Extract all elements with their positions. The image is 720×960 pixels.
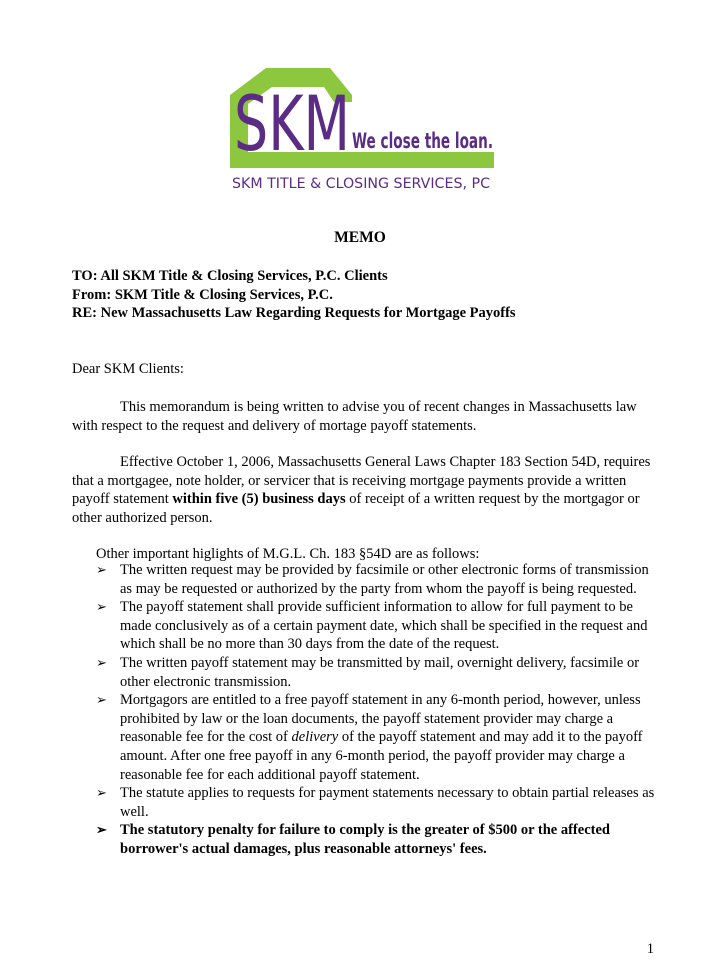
memo-title: MEMO	[334, 229, 386, 246]
arrow-bullet-icon: ➢	[96, 599, 107, 615]
list-item	[96, 691, 656, 784]
bullet-text-before: Mortgagors are entitled to a free payoff statement in any 6-month period, however, unless prohibited by law or the loan documents, the payoff statement provider may charge a reasonable fee for the cost of	[120, 692, 641, 746]
bullet-text: The statutory penalty for failure to comply is the greater of $500 or the affected borrower's actual damages, plus reasonable attorneys' fees.	[120, 822, 610, 857]
memo-re-line: RE: New Massachusetts Law Regarding Requests for Mortgage Payoffs	[72, 305, 516, 321]
list-item	[96, 598, 656, 654]
arrow-bullet-icon: ➢	[96, 785, 107, 801]
skm-logo	[226, 66, 498, 194]
para2-text-after: of receipt of a written request by the mortgagor or other authorized person.	[72, 491, 640, 526]
list-item-penalty	[96, 821, 656, 858]
arrow-bullet-icon: ➢	[96, 654, 107, 670]
logo-tagline: We close the loan.	[352, 129, 493, 153]
bullet-text-after: of the payoff statement and may add it to the payoff amount. After one free payoff in any 6-month period, the payoff provider may charge a reasonable fee for each additional payoff statement.	[120, 729, 643, 783]
bullet-text: The written payoff statement may be transmitted by mail, overnight delivery, facsimile or other electronic transmission.	[120, 654, 640, 690]
list-item	[96, 784, 656, 821]
logo-letters: SKM	[234, 79, 350, 168]
memo-from-line: From: SKM Title & Closing Services, P.C.	[72, 287, 333, 303]
arrow-bullet-icon: ➢	[96, 562, 107, 577]
highlights-list	[96, 561, 656, 859]
highlights-intro: Other important higlights of M.G.L. Ch. 183 §54D are as follows:	[96, 546, 480, 562]
para2-text-before: Effective October 1, 2006, Massachusetts General Laws Chapter 183 Section 54D, requires that a mortgagee, note holder, or servicer that is receiving mortgage payments provide a written payoff statement	[72, 454, 651, 508]
memo-to-line: TO: All SKM Title & Closing Services, P.C. Clients	[72, 268, 388, 284]
arrow-bullet-icon: ➢	[96, 822, 107, 838]
paragraph-effective-date	[72, 453, 652, 527]
list-item	[96, 561, 656, 598]
bullet-text: The statute applies to requests for payment statements necessary to obtain partial releases as well.	[120, 785, 655, 820]
bullet-text: The payoff statement shall provide sufficient information to allow for full payment to be made conclusively as of a certain payment date, which shall be specified in the request and which shall be no more than 30 days from the date of the request.	[120, 599, 648, 653]
page-number: 1	[646, 941, 654, 957]
para2-bold-deadline: within five (5) business days	[172, 491, 346, 508]
salutation: Dear SKM Clients:	[72, 361, 184, 377]
arrow-bullet-icon: ➢	[96, 692, 107, 708]
paragraph-intro: This memorandum is being written to advise you of recent changes in Massachusetts law with respect to the request and delivery of mortage payoff statements.	[72, 399, 637, 434]
logo-company-name: SKM TITLE & CLOSING SERVICES, PC	[232, 176, 491, 192]
bullet-italic-delivery: delivery	[291, 729, 339, 746]
list-item	[96, 654, 656, 691]
bullet-text: The written request may be provided by facsimile or other electronic forms of transmission as may be requested or authorized by the party from whom the payoff is being requested.	[120, 562, 649, 597]
